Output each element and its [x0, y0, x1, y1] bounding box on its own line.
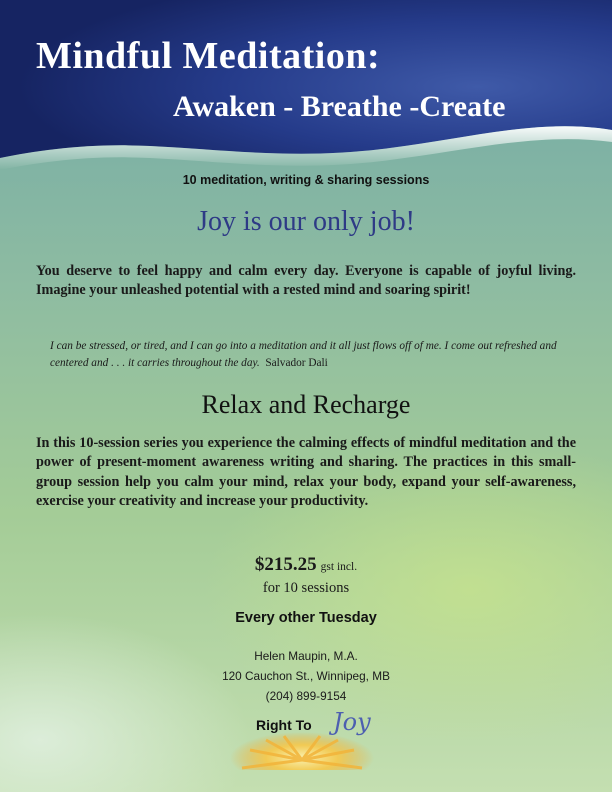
quote [50, 338, 570, 372]
logo-text-right-to: Right To [256, 717, 312, 733]
quote-text: I can be stressed, or tired, and I can go into a meditation and it all just flows off of me. I come out refreshed and centered and . . . it carries throughout the day. [50, 340, 557, 369]
contact-block [0, 646, 612, 706]
price-sessions: for 10 sessions [262, 580, 350, 596]
title-line-1: Mindful Meditation: [36, 35, 381, 77]
contact-address: 120 Cauchon St., Winnipeg, MB [222, 669, 390, 683]
price-tax-note: gst incl. [320, 561, 358, 573]
logo-text-joy: Joy [333, 708, 371, 736]
tagline: Joy is our only job! [197, 206, 415, 237]
contact-phone: (204) 899-9154 [265, 689, 347, 703]
schedule: Every other Tuesday [235, 610, 377, 626]
contact-name: Helen Maupin, M.A. [254, 649, 358, 663]
price-line [0, 554, 612, 576]
price-amount: $215.25 [254, 554, 317, 575]
quote-author: Salvador Dali [265, 357, 328, 369]
right-to-joy-logo [222, 700, 392, 770]
header-wave-graphic [0, 0, 612, 175]
title-line-2: Awaken - Breathe -Create [173, 90, 506, 123]
intro-paragraph: You deserve to feel happy and calm every day. Everyone is capable of joyful living. Imagine your unleashed potential with a rested mind and soaring spirit! [36, 263, 576, 298]
header-banner [0, 0, 612, 175]
sessions-subtitle: 10 meditation, writing & sharing sessions [182, 173, 430, 187]
section-heading: Relax and Recharge [201, 390, 411, 419]
description-paragraph: In this 10-session series you experience the calming effects of mindful meditation and the power of present-moment awareness writing and sharing. The practices in this small-group session help you calm your mind, relax your body, expand your self-awareness, exercise your creativity and increase your productivity. [36, 435, 576, 510]
